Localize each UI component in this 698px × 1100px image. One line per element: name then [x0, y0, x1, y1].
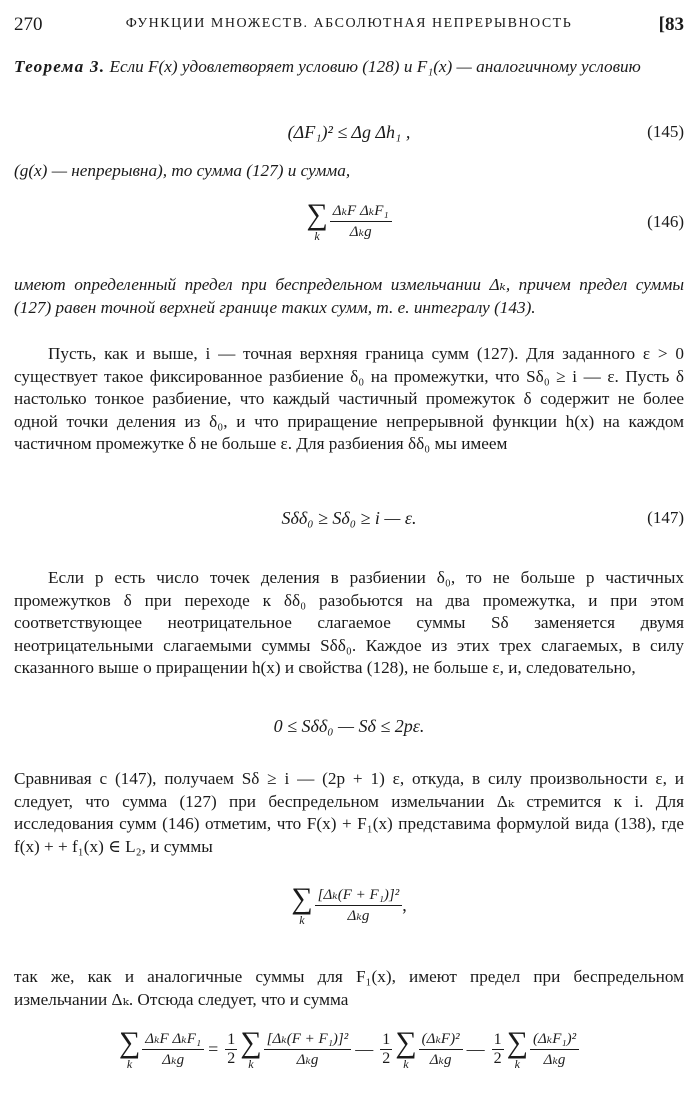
equation-146-fraction: $\frac{\text{ΔₖF ΔₖF₁}}{\text{Δₖg}}$: [330, 202, 392, 241]
theorem-conclusion: имеют определенный предел при беспредельном измельчании Δₖ, причем предел суммы (127) равен точной верхней границе таких сумм, т. е. интегралу (143).: [14, 275, 684, 317]
final-term-3: $\frac{\text{(ΔₖF)²}}{\text{Δₖg}}$: [419, 1030, 463, 1069]
equation-final: ∑ k $\frac{\text{ΔₖF ΔₖF₁}}{\text{Δₖg}}$ = $\frac{1}{2}$ ∑ k $\frac{\text{[Δₖ(F + F₁)]²}}{\text{Δₖg}}$ — $\frac{1}{2}$ ∑ k $\frac{\text{(ΔₖF)²}}{\text{Δₖg}}$ — $\frac{1}{2}$ ∑ k $\frac{\text{(ΔₖF₁)²}}{\text{Δₖg}}$: [14, 1028, 684, 1088]
sum-symbol: ∑ k: [306, 198, 328, 243]
proof-paragraph-1: Пусть, как и выше, i — точная верхняя граница сумм (127). Для заданного ε > 0 существует такое фиксированное разбиение δ₀ на промежутки, что Sδ₀ ≥ i — ε. Пусть δ настолько тонкое разбиение, что каждый частичный промежуток δ содержит не более одной точки деления из δ₀, и что приращение непрерывной функции h(x) на каждом частичном промежутке δ не больше ε. Для разбиения δδ₀ мы имеем: [14, 344, 684, 453]
final-term-4: $\frac{\text{(ΔₖF₁)²}}{\text{Δₖg}}$: [530, 1030, 579, 1069]
equation-147-formula: Sδδ₀ ≥ Sδ₀ ≥ i — ε.: [281, 508, 417, 528]
section-number: [83: [658, 14, 684, 35]
theorem-label: Теорема 3.: [14, 57, 106, 76]
sum-squared-fraction: $\frac{\text{[Δₖ(F + F₁)]²}}{\text{Δₖg}}$: [315, 886, 403, 925]
equation-147: [14, 508, 684, 529]
proof-paragraph-2: Если p есть число точек деления в разбиении δ₀, то не больше p частичных промежутков δ при переходе к δδ₀ разобьются на два промежутка, и при этом соответствующее неотрицательное слагаемое суммы Sδ заменяется двумя неотрицательными слагаемыми суммы Sδδ₀. Каждое из этих трех слагаемых, в силу сказанного выше о приращении h(x) и свойства (128), не больше ε, и, следовательно,: [14, 568, 684, 677]
final-term-2: $\frac{\text{[Δₖ(F + F₁)]²}}{\text{Δₖg}}$: [264, 1030, 352, 1069]
theorem-statement: [14, 56, 684, 79]
theorem-text: Если F(x) удовлетворяет условию (128) и F₁(x) — аналогичному условию: [109, 57, 641, 76]
sum-symbol-1: ∑ k: [118, 1026, 141, 1071]
theorem-condition-line: (g(x) — непрерывна), то сумма (127) и сумма,: [14, 161, 351, 180]
final-term-1: $\frac{\text{ΔₖF ΔₖF₁}}{\text{Δₖg}}$: [142, 1030, 204, 1069]
equation-146-number: (146): [647, 212, 684, 231]
half-2: $\frac{1}{2}$: [382, 1030, 391, 1067]
page-number: 270: [14, 14, 43, 35]
equation-sum-squared: ∑ k $\frac{\text{[Δₖ(F + F₁)]²}}{\text{Δₖg}}$ ,: [291, 882, 407, 927]
sum-symbol-2: ∑ k: [240, 1026, 262, 1071]
equation-146: [14, 200, 684, 252]
proof-paragraph-3: Сравнивая с (147), получаем Sδ ≥ i — (2p + 1) ε, откуда, в силу произвольности ε, и следует, что сумма (127) при беспредельном измельчании Δₖ стремится к i. Для исследования сумм (146) отметим, что F(x) + F₁(x) представима формулой вида (138), где f(x) + + f₁(x) ∈ L₂, и суммы: [14, 769, 684, 856]
equation-145-formula: (ΔF₁)² ≤ Δg Δh₁ ,: [287, 122, 411, 142]
sum-symbol-4: ∑ k: [506, 1026, 528, 1071]
half-1: $\frac{1}{2}$: [227, 1030, 236, 1067]
half-3: $\frac{1}{2}$: [493, 1030, 502, 1067]
page-header: [14, 14, 684, 38]
equation-145-number: (145): [647, 122, 684, 141]
equation-145: [14, 122, 684, 143]
sum-symbol-3: ∑ k: [395, 1026, 417, 1071]
proof-paragraph-4: так же, как и аналогичные суммы для F₁(x), имеют предел при беспредельном измельчании Δₖ. Отсюда следует, что и сумма: [14, 967, 684, 1009]
running-title: ФУНКЦИИ МНОЖЕСТВ. АБСОЛЮТНАЯ НЕПРЕРЫВНОСТЬ: [125, 16, 573, 31]
sum-symbol: ∑ k: [291, 882, 313, 927]
inequality-formula: 0 ≤ Sδδ₀ — Sδ ≤ 2pε.: [273, 716, 425, 736]
equation-inequality: [14, 716, 684, 737]
equation-147-number: (147): [647, 508, 684, 527]
